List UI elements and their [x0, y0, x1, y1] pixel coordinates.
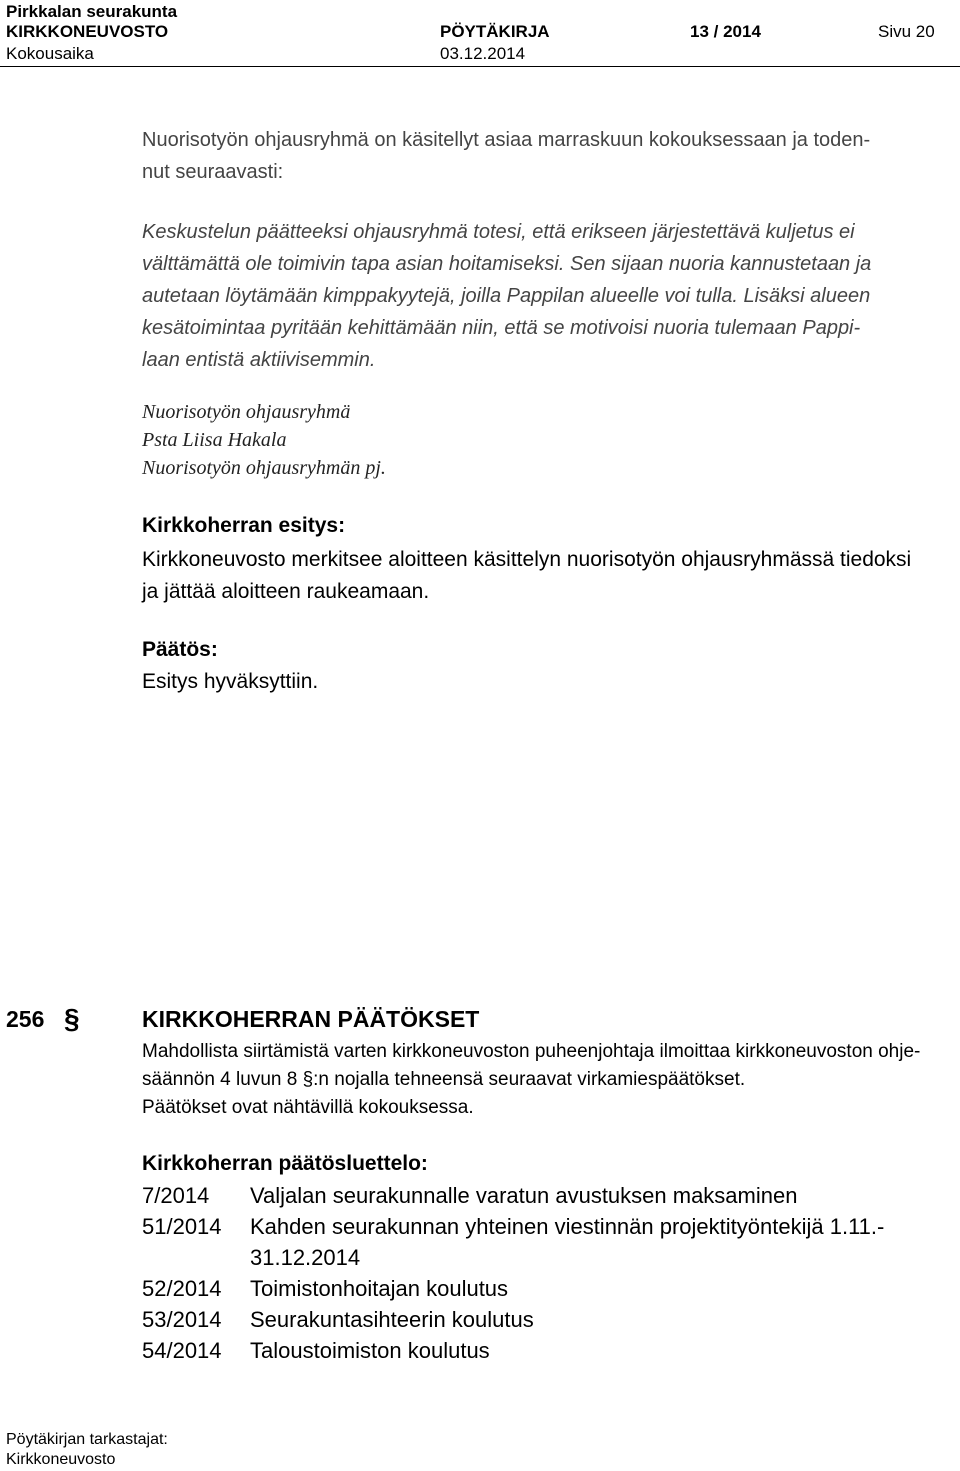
list-item-number: 51/2014 [142, 1214, 222, 1239]
list-item-text: Taloustoimiston koulutus [250, 1338, 490, 1363]
decision-list-heading: Kirkkoherran päätösluettelo: [142, 1152, 428, 1175]
footer-board: Kirkkoneuvosto [6, 1451, 116, 1468]
intro-line-1: Nuorisotyön ohjausryhmä on käsitellyt asiaa marraskuun kokouksessaan ja toden- [142, 129, 871, 151]
list-item-text: Seurakuntasihteerin koulutus [250, 1307, 534, 1332]
proposal-heading: Kirkkoherran esitys: [142, 514, 346, 537]
page-number: Sivu 20 [878, 22, 935, 41]
section-desc-line-2: säännön 4 luvun 8 §:n nojalla tehneensä seuraavat virkamiespäätökset. [142, 1069, 746, 1090]
body-name: KIRKKONEUVOSTO [6, 22, 169, 41]
signature-line-1: Nuorisotyön ohjausryhmä [142, 401, 351, 423]
list-item-text: Toimistonhoitajan koulutus [250, 1276, 509, 1301]
list-item-text: Kahden seurakunnan yhteinen viestinnän projektityöntekijä 1.11.- [250, 1214, 885, 1239]
quote-line-5: laan entistä aktiivisemmin. [142, 349, 376, 371]
footer-reviewers-label: Pöytäkirjan tarkastajat: [6, 1431, 168, 1448]
section-desc-line-3: Päätökset ovat nähtävillä kokouksessa. [142, 1097, 474, 1118]
doc-number: 13 / 2014 [690, 22, 761, 41]
quote-line-3: autetaan löytämään kimppakyytejä, joilla Pappilan alueelle voi tulla. Lisäksi alueen [142, 285, 871, 307]
meeting-date: 03.12.2014 [440, 44, 526, 63]
section-title: KIRKKOHERRAN PÄÄTÖKSET [142, 1006, 480, 1032]
proposal-line-2: ja jättää aloitteen raukeamaan. [142, 580, 430, 603]
list-item-number: 7/2014 [142, 1183, 210, 1208]
signature-line-2: Psta Liisa Hakala [142, 429, 287, 451]
doc-type: PÖYTÄKIRJA [440, 22, 550, 41]
signature-line-3: Nuorisotyön ohjausryhmän pj. [142, 457, 386, 479]
header-divider [0, 66, 960, 67]
quote-line-1: Keskustelun päätteeksi ohjausryhmä totesi, että erikseen järjestettävä kuljetus ei [142, 221, 855, 243]
section-number: 256 [6, 1006, 45, 1032]
list-item-number: 53/2014 [142, 1307, 222, 1332]
quote-line-4: kesätoimintaa pyritään kehittämään niin, että se motivoisi nuoria tulemaan Pappi- [142, 317, 861, 339]
section-desc-line-1: Mahdollista siirtämistä varten kirkkoneuvoston puheenjohtaja ilmoittaa kirkkoneuvoston ohje- [142, 1041, 921, 1062]
list-item-text: 31.12.2014 [250, 1245, 361, 1270]
list-item-number: 52/2014 [142, 1276, 222, 1301]
meeting-label: Kokousaika [6, 44, 94, 63]
decision-text: Esitys hyväksyttiin. [142, 670, 319, 693]
list-item-text: Valjalan seurakunnalle varatun avustuksen maksaminen [250, 1183, 798, 1208]
section-symbol: § [64, 1003, 80, 1034]
list-item-number: 54/2014 [142, 1338, 222, 1363]
proposal-line-1: Kirkkoneuvosto merkitsee aloitteen käsittelyn nuorisotyön ohjausryhmässä tiedoksi [142, 548, 912, 571]
intro-line-2: nut seuraavasti: [142, 161, 284, 183]
decision-heading: Päätös: [142, 638, 218, 661]
quote-line-2: välttämättä ole toimivin tapa asian hoitamiseksi. Sen sijaan nuoria kannustetaan ja [142, 253, 872, 275]
org-name: Pirkkalan seurakunta [6, 2, 178, 21]
